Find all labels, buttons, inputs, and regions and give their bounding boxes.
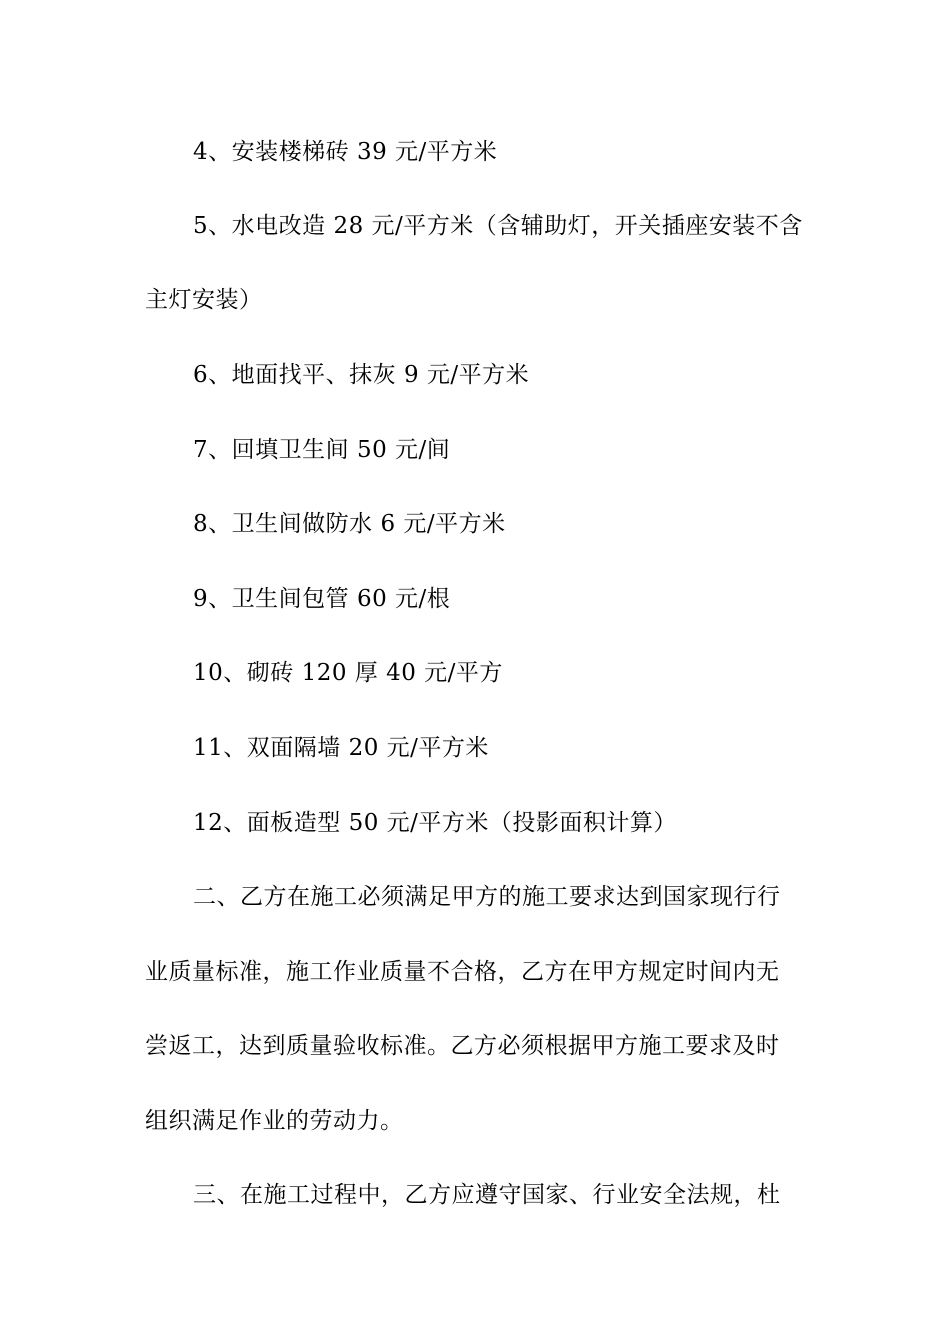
- list-item: 12、面板造型 50 元/平方米（投影面积计算）: [193, 810, 677, 836]
- paragraph-line: 二、乙方在施工必须满足甲方的施工要求达到国家现行行: [193, 884, 781, 910]
- paragraph-line: 业质量标准，施工作业质量不合格，乙方在甲方规定时间内无: [145, 959, 780, 985]
- list-item: 7、回填卫生间 50 元/间: [193, 437, 451, 463]
- list-item: 4、安装楼梯砖 39 元/平方米: [193, 139, 498, 165]
- list-item: 9、卫生间包管 60 元/根: [193, 586, 451, 612]
- list-item: 10、砌砖 120 厚 40 元/平方: [193, 660, 503, 686]
- list-item: 11、双面隔墙 20 元/平方米: [193, 735, 489, 761]
- paragraph-line: 组织满足作业的劳动力。: [145, 1108, 404, 1134]
- list-item: 5、水电改造 28 元/平方米（含辅助灯，开关插座安装不含: [193, 213, 803, 239]
- paragraph-line: 尝返工，达到质量验收标准。乙方必须根据甲方施工要求及时: [145, 1033, 780, 1059]
- paragraph-line: 三、在施工过程中，乙方应遵守国家、行业安全法规，杜: [193, 1182, 781, 1208]
- list-item-continuation: 主灯安装）: [145, 287, 263, 313]
- list-item: 8、卫生间做防水 6 元/平方米: [193, 511, 506, 537]
- list-item: 6、地面找平、抹灰 9 元/平方米: [193, 362, 530, 388]
